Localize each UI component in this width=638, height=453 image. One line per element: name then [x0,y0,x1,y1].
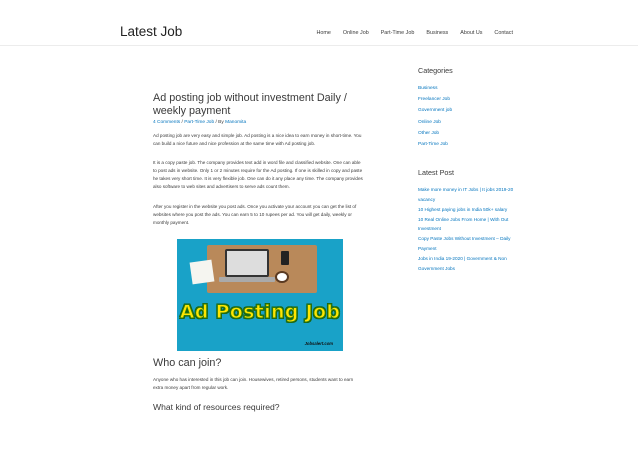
notebook-icon [190,260,215,285]
nav-online-job[interactable]: Online Job [342,30,369,36]
categories-list [418,83,528,150]
category-item[interactable]: Business [418,86,438,91]
section-heading: Who can join? [153,357,222,369]
nav-about-us[interactable]: About Us [460,30,483,36]
coffee-cup-icon [275,271,289,283]
category-item[interactable]: Freelancer Job [418,97,450,103]
category-item[interactable]: Other Job [418,130,440,136]
nav-home[interactable]: Home [316,30,331,36]
site-header [0,0,638,46]
category-item[interactable]: Online Job [418,119,441,125]
article [153,92,363,227]
latest-post-item[interactable]: Copy Paste Jobs Without Investment – Daily Payment [418,236,511,251]
latest-post-list [418,185,528,273]
comments-link[interactable]: 4 Comments [153,120,181,125]
nav-business[interactable]: Business [426,30,449,36]
site-title[interactable]: Latest Job [120,24,183,39]
latest-post-item[interactable]: Jobs in India 19-2020 | Government & Non Government Jobs [418,255,507,271]
latest-post-item[interactable]: 10 Real Online Jobs From Home | With Out Investment [418,216,509,232]
phone-icon [281,251,289,265]
sidebar [418,66,528,273]
nav-contact[interactable]: Contact [494,30,513,36]
category-link[interactable]: Part-Time Job [184,120,215,125]
article-continued [153,357,363,412]
category-item[interactable]: Part-Time Job [418,142,448,148]
laptop-icon [225,249,269,277]
post-paragraph: Ad posting job are very easy and simple job. Ad posting is a nice idea to earn money in short-time. You can build a nice future and nice profession at the same time with Ad posting job. [153,133,362,147]
section-text: Anyone who has interested in this job can join. Housewives, retired persons, students want to earn extra money apart from regular work. [153,377,354,391]
post-title: Ad posting job without investment Daily / weekly payment [153,92,347,117]
section-heading: What kind of resources required? [153,402,280,413]
post-paragraph: It is a copy paste job. The company provides text add in word file and classified website. One can able to post ads in website. Only 1 or 2 minutes require for the Ad posting. If one is skilled in copy and paste he takes very short time. It is very flexible job. One can do it any place any time. The company provides also software to web sites and advertisers to serve ads count them. [153,160,363,190]
author-link[interactable]: Manomita [225,120,247,125]
latest-post-item[interactable]: 10 Highest paying jobs in India 50k+ salary [418,206,508,212]
post-paragraph: After you register in the website you post ads. Once you activate your account you can get the list of websites where you post the ads. You can earn 5 to 10 rupees per ad. You will get daily, weekly or monthly payment. [153,203,357,225]
category-item[interactable]: Government job [418,108,453,114]
main-nav [317,30,513,36]
featured-image [177,239,343,351]
laptop-base [219,277,275,282]
nav-part-time-job[interactable]: Part-Time Job [380,30,415,36]
post-meta [153,120,363,125]
categories-title: Categories [418,66,453,75]
latest-post-title: Latest Post [418,168,454,178]
image-credit: Jobsalert.com [304,341,333,346]
latest-post-item[interactable]: Make more money in IT Jobs | It jobs 2019-20 vacancy [418,187,514,203]
author-prefix: By [218,120,224,125]
meta-separator: / [180,120,185,125]
meta-separator: / [214,120,219,125]
image-banner-text: Ad Posting Job [179,301,341,323]
